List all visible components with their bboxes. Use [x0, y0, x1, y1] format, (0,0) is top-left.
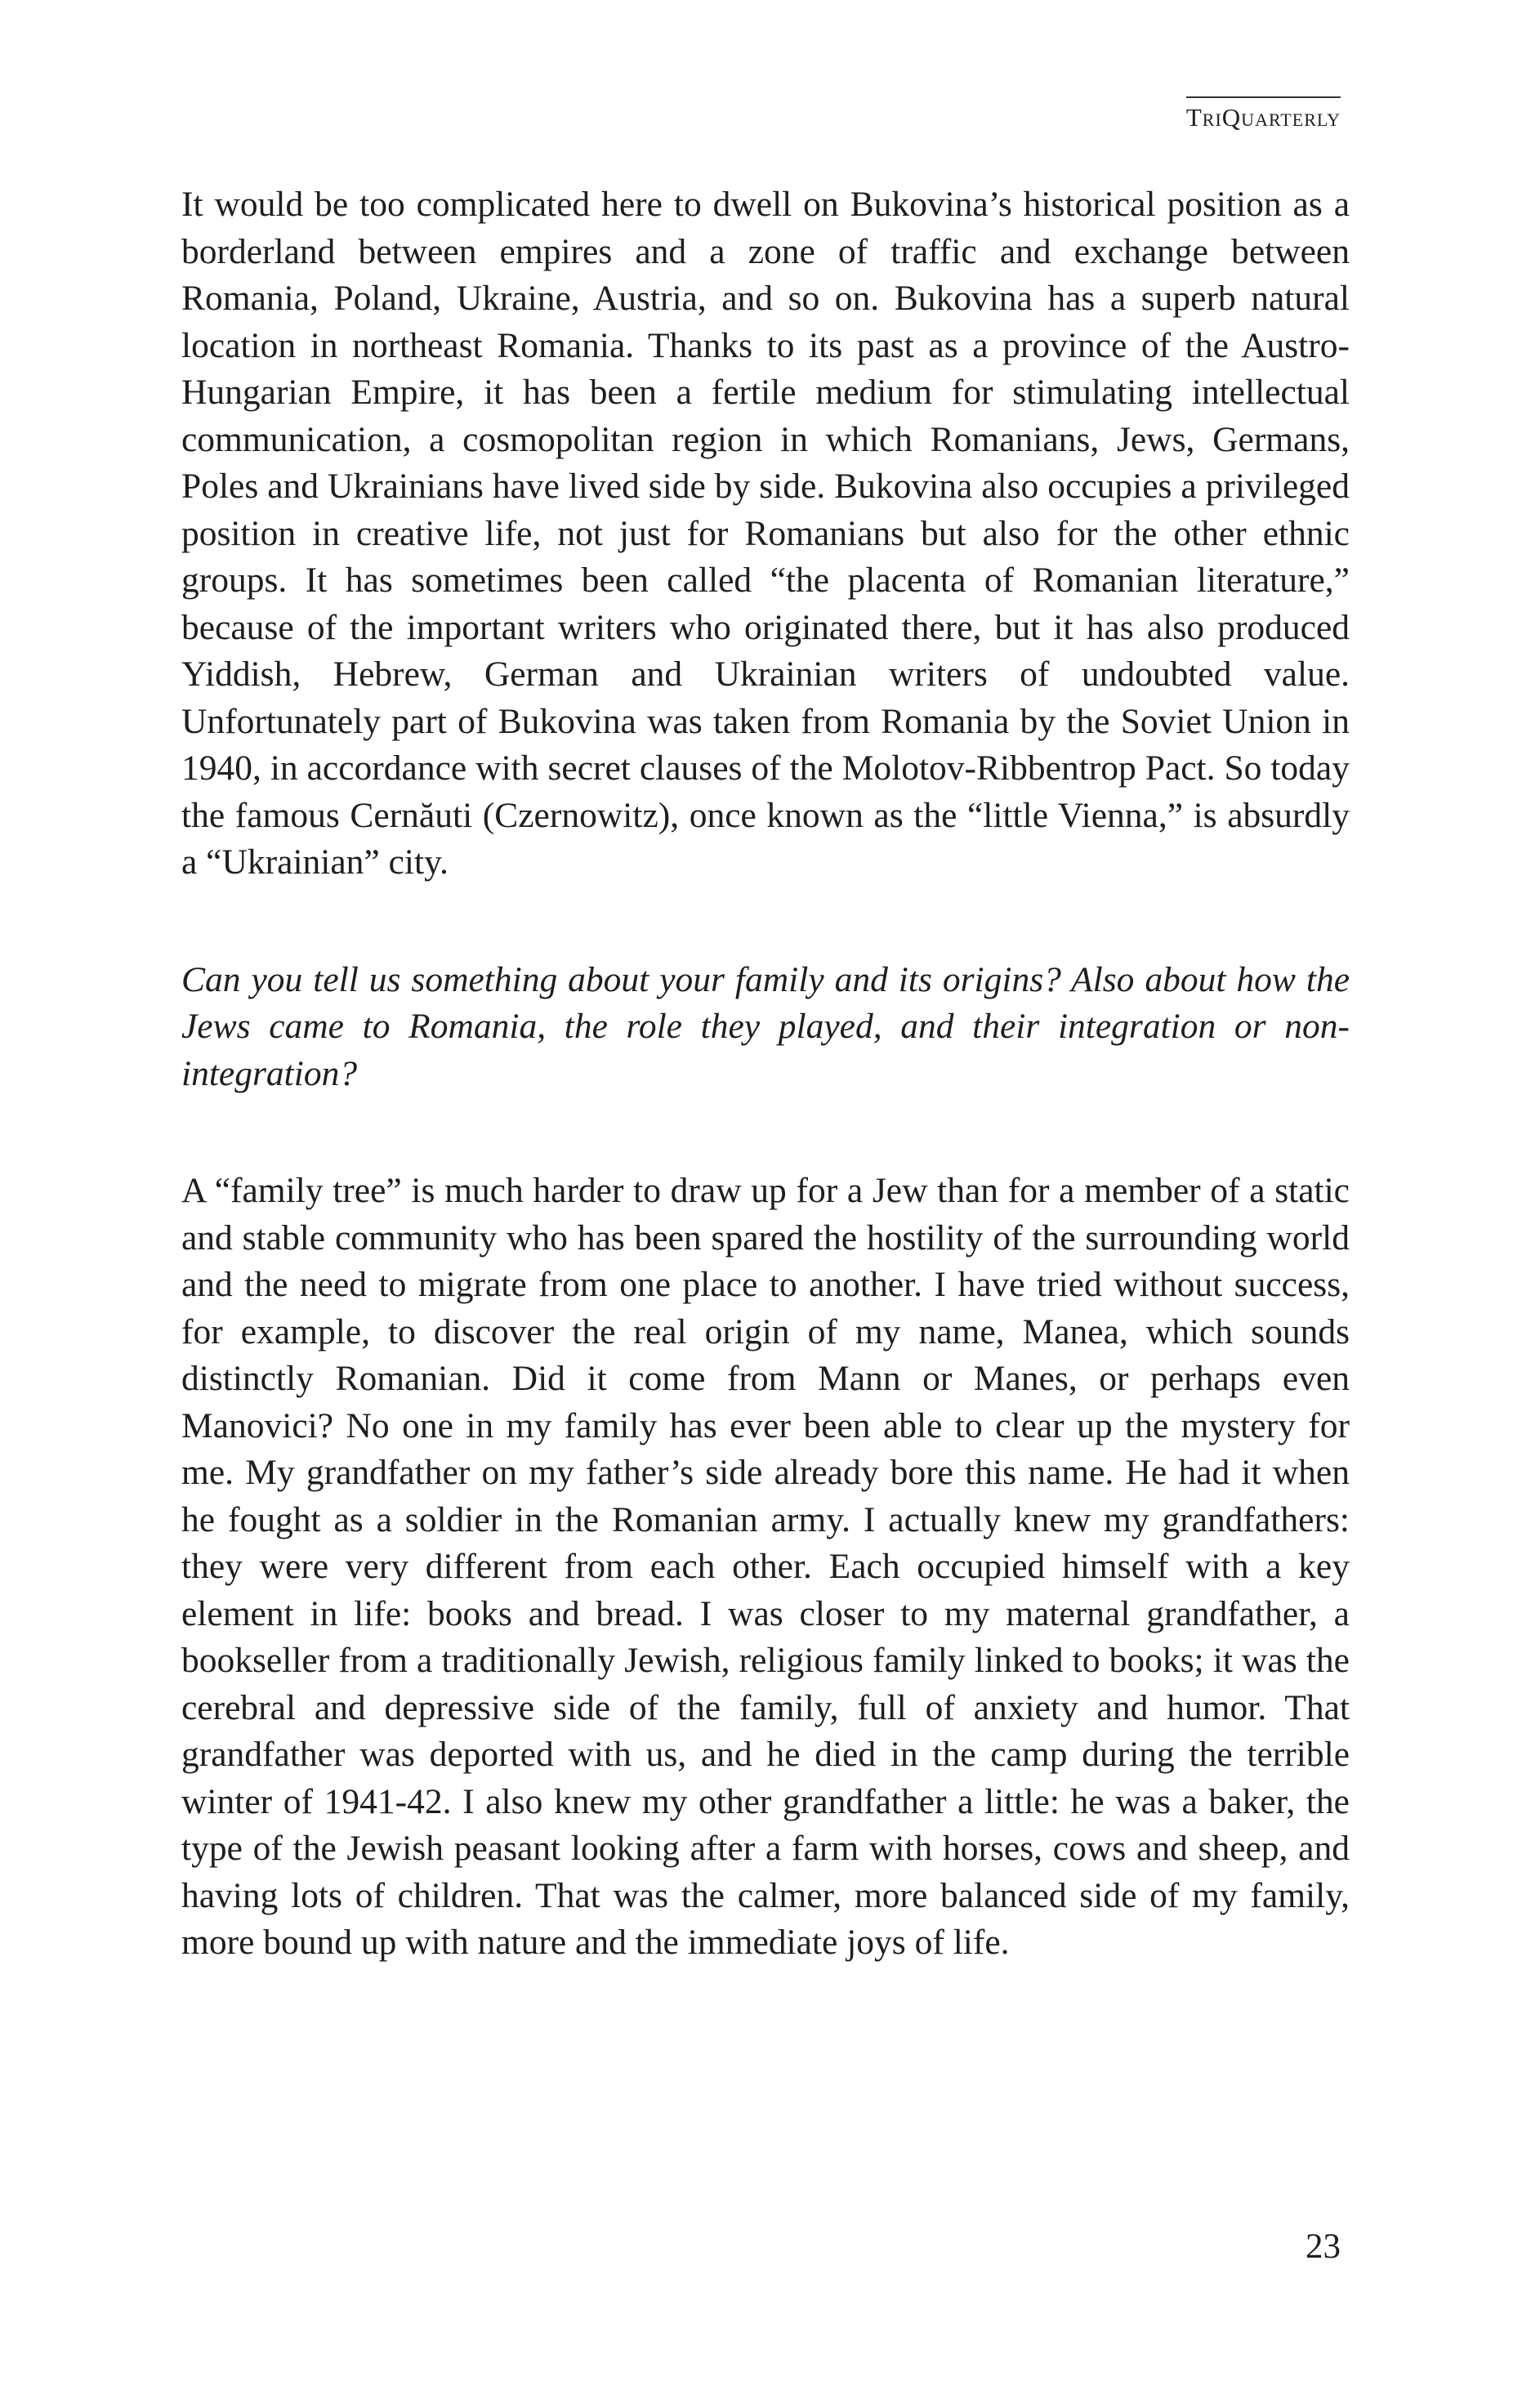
- page-number: 23: [1306, 2227, 1341, 2266]
- body-text: [181, 181, 1350, 1967]
- paragraph-family-tree: A “family tree” is much harder to draw up for a Jew than for a member of a static and stable community who has been spared the hostility of the surrounding world and the need to migrate from one place to another. I have tried without success, for example, to discover the real origin of my name, Manea, which sounds distinctly Romanian. Did it come from Mann or Manes, or perhaps even Manovici? No one in my family has ever been able to clear up the mystery for me. My grandfather on my father’s side already bore this name. He had it when he fought as a soldier in the Romanian army. I actually knew my grandfathers: they were very different from each other. Each occupied himself with a key element in life: books and bread. I was closer to my maternal grandfather, a bookseller from a traditionally Jewish, religious family linked to books; it was the cerebral and depressive side of the family, full of anxiety and humor. That grandfather was deported with us, and he died in the camp during the terrible winter of 1941-42. I also knew my other grandfather a little: he was a baker, the type of the Jewish peasant looking after a farm with horses, cows and sheep, and having lots of children. That was the calmer, more balanced side of my family, more bound up with nature and the immediate joys of life.: [181, 1171, 1350, 1962]
- interview-question: Can you tell us something about your family and its origins? Also about how the Jews came to Romania, the role they played, and their integration or non-integration?: [181, 959, 1350, 1093]
- running-head: TriQuarterly: [1186, 96, 1341, 134]
- paragraph-bukovina: It would be too complicated here to dwell on Bukovina’s historical position as a borderland between empires and a zone of traffic and exchange between Romania, Poland, Ukraine, Austria, and so on. Bukovina has a superb natural location in northeast Romania. Thanks to its past as a province of the Austro-Hungarian Empire, it has been a fertile medium for stimulating intellectual communication, a cosmopolitan region in which Romanians, Jews, Germans, Poles and Ukrainians have lived side by side. Bukovina also occupies a privileged position in creative life, not just for Romanians but also for the other ethnic groups. It has sometimes been called “the placenta of Romanian literature,” because of the important writers who originated there, but it has also produced Yiddish, Hebrew, German and Ukrainian writers of undoubted value. Unfortunately part of Bukovina was taken from Romania by the Soviet Union in 1940, in accordance with secret clauses of the Molotov-Ribbentrop Pact. So today the famous Cernăuti (Czernowitz), once known as the “little Vienna,” is absurdly a “Ukrainian” city.: [181, 185, 1350, 882]
